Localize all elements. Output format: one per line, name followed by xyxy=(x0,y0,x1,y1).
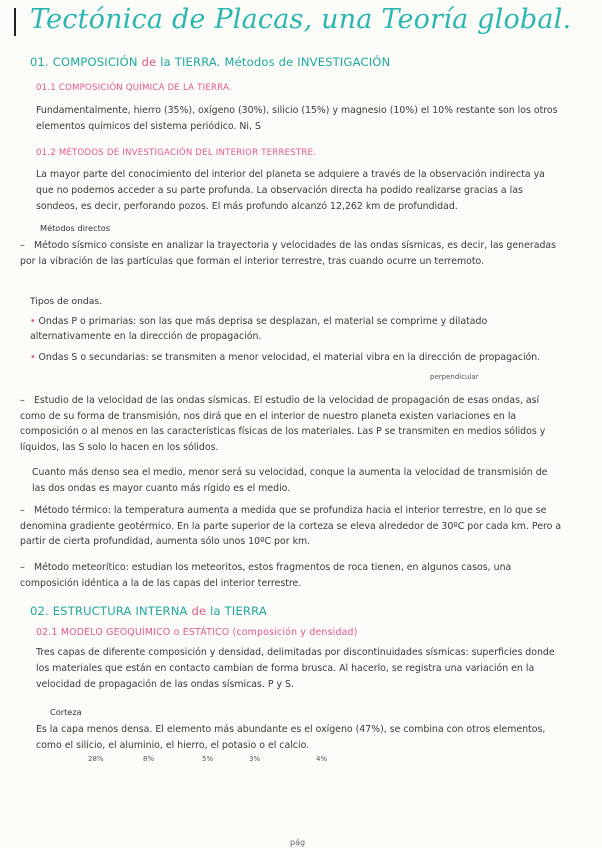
seismic-method: – Método sísmico consiste en analizar la trayectoria y velocidades de las ondas sísmicas, es decir, las generadas por la vibración de las partículas que forman el interior terrestre, tras cuando ocurre un terremoto. xyxy=(20,240,557,267)
velocity-study: – Estudio de la velocidad de las ondas sísmicas. El estudio de la velocidad de propagación de esas ondas, así como de su forma de transmisión, nos dirá que en el interior de nuestro planeta existen variaciones en la composición o al menos en las características físicas de los materiales. Las P se transmiten en medios sólidos y líquidos, las S solo lo hacen en los sólidos. xyxy=(20,395,546,453)
methods-heading: Métodos directos xyxy=(40,223,111,233)
section-1-heading: 01. COMPOSICIÓN de la TIERRA. Métodos de INVESTIGACIÓN xyxy=(30,55,391,69)
perpendicular-note: perpendicular xyxy=(430,373,479,381)
subsection-1-2: 01.2 MÉTODOS DE INVESTIGACIÓN DEL INTERIOR TERRESTRE. xyxy=(36,148,317,158)
crust-paragraph: Es la capa menos densa. El elemento más abundante es el oxígeno (47%), se combina con otros elementos, como el silicio, el aluminio, el hierro, el potasio o el calcio. xyxy=(36,724,546,751)
wave-types-heading: Tipos de ondas. xyxy=(30,296,103,307)
thermal-method: – Método térmico: la temperatura aumenta a medida que se profundiza hacia el interior terrestre, en lo que se denomina gradiente geotérmico. En la parte superior de la corteza se eleva alrededor de 30ºC por cada km. Pero a partir de cierta profundidad, aumenta sólo unos 10ºC por km. xyxy=(20,505,562,547)
investigation-paragraph: La mayor parte del conocimiento del interior del planeta se adquiere a través de la observación indirecta ya que no podemos acceder a su parte profunda. La observación directa ha podido realizarse gracias a las sondeos, es decir, perforando pozos. El más profundo alcanzó 12,262 km de profundidad. xyxy=(36,169,545,212)
s-waves: • Ondas S o secundarias: se transmiten a menor velocidad, el material vibra en la dirección de propagación. xyxy=(30,352,541,363)
percent-label: 28% xyxy=(88,755,104,763)
geochemical-paragraph: Tres capas de diferente composición y densidad, delimitadas por discontinuidades sísmicas: superficies donde los materiales que están en contacto cambian de forma brusca. Al hacerlo, se registra una variación en la velocidad de propagación de las ondas sísmicas. P y S. xyxy=(36,647,555,690)
composition-paragraph: Fundamentalmente, hierro (35%), oxígeno (30%), silicio (15%) y magnesio (10%) el 10% restante son los otros elementos químicos del sistema periódico. Ni, S xyxy=(36,105,558,132)
percent-label: 8% xyxy=(143,755,155,763)
percent-label: 4% xyxy=(316,755,328,763)
page-number: pág xyxy=(290,838,306,847)
crust-heading: Corteza xyxy=(50,707,82,717)
percent-label: 5% xyxy=(202,755,214,763)
margin-line xyxy=(14,8,16,36)
page-title: Tectónica de Placas, una Teoría global. xyxy=(30,4,572,35)
section-2-heading: 02. ESTRUCTURA INTERNA de la TIERRA xyxy=(30,604,267,618)
percent-label: 3% xyxy=(249,755,261,763)
meteoritic-method: – Método meteorítico: estudian los meteoritos, estos fragmentos de roca tienen, en algunos casos, una composición idéntica a la de las capas del interior terrestre. xyxy=(20,562,512,589)
density-paragraph: Cuanto más denso sea el medio, menor será su velocidad, conque la aumenta la velocidad de transmisión de las dos ondas es mayor cuanto más rígido es el medio. xyxy=(32,467,548,494)
subsection-2-1: 02.1 MODELO GEOQUÍMICO o ESTÁTICO (composición y densidad) xyxy=(36,627,358,638)
subsection-1-1: 01.1 COMPOSICIÓN QUÍMICA DE LA TIERRA. xyxy=(36,83,232,93)
p-waves: • Ondas P o primarias: son las que más deprisa se desplazan, el material se comprime y dilatado alternativamente en la dirección de propagación. xyxy=(30,316,488,342)
